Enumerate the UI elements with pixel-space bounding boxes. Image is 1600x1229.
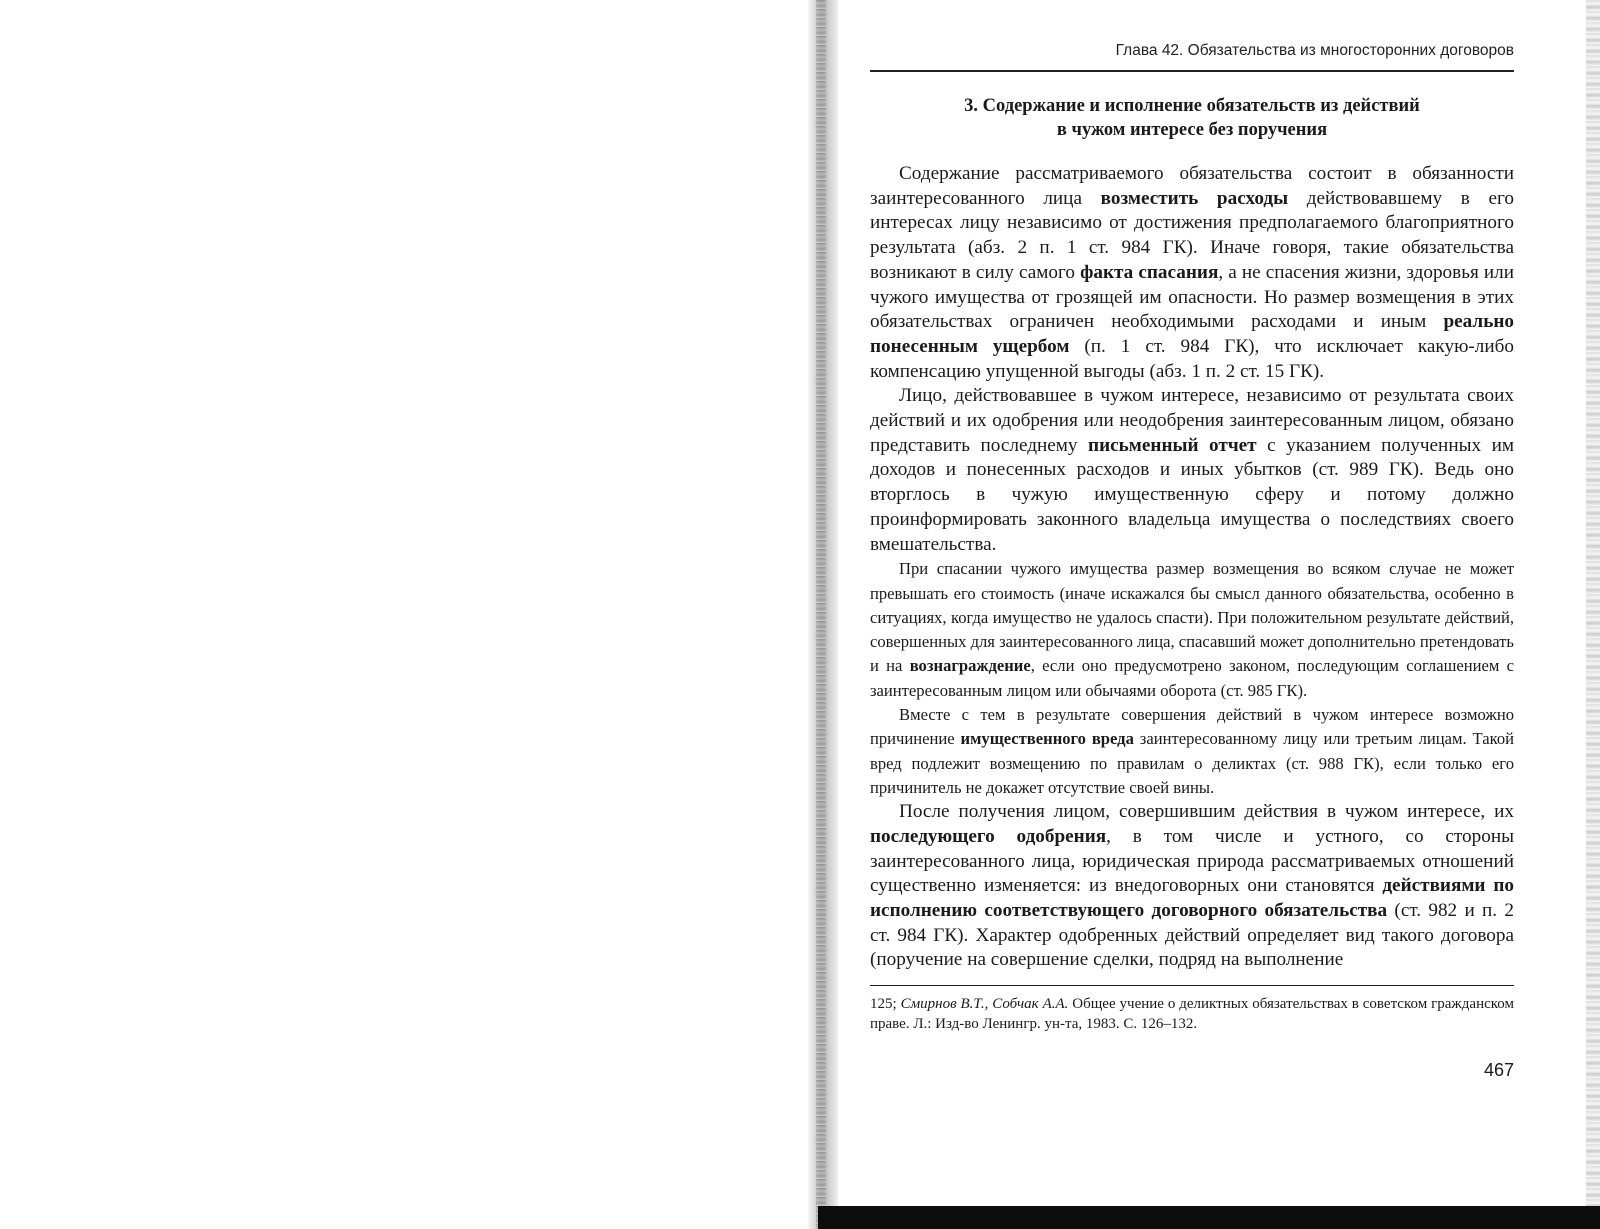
text-run: с указанием полученных им доходов и понесенных расходов и иных убытков (ст. 989 ГК). Ведь оно вторглось в чужую имущественную сферу и потому должно проинформировать законного владельца имущества о последствиях своего вмешательства. [870,434,1514,555]
book-spine-texture [816,0,826,1229]
text-run: Лицо, действовавшее в чужом интересе, независимо от результата своих действий и их одобрения или неодобрения заинтересованным лицом, обязано представить последнему [870,385,1514,456]
text-run: После получения лицом, совершившим действия в чужом интересе, их [899,801,1514,823]
bold-term: письменный отчет [1088,434,1257,456]
page-number: 467 [1483,1060,1514,1081]
bold-term: последующего одобрения [870,825,1107,847]
paragraph-2 [870,384,1514,557]
bold-term: имущественного вреда [960,729,1134,749]
section-title [870,94,1514,142]
bold-term: факта спасания [1080,261,1219,283]
text-run: заинтересованному лицу или третьим лицам. Такой вред подлежит возмещению по правилам о деликтах (ст. 988 ГК), если только его причинитель не докажет отсутствие своей вины. [870,729,1515,797]
text-run: , а не спасения жизни, здоровья или чужого имущества от грозящей им опасности. Но размер возмещения в этих обязательствах ограничен необходимыми расходами и иным [870,261,1514,333]
text-run: , если оно предусмотрено законом, последующим соглашением с заинтересованным лицом или обычаями оборота (ст. 985 ГК). [870,656,1514,700]
text-run: (ст. 982 и п. 2 ст. 984 ГК). Характер одобренных действий определяет вид такого договора (поручение на совершение сделки, подряд на выполнение [870,900,1514,971]
book-page [870,40,1514,1081]
footnote [870,994,1514,1034]
section-title-line-2: в чужом интересе без поручения [1056,120,1328,140]
text-run: Содержание рассматриваемого обязательства состоит в обязанности заинтересованного лица [870,163,1514,209]
paragraph-1 [870,162,1514,384]
page-edge-texture [1586,0,1600,1229]
footnote-rule [870,985,1514,986]
bold-term: вознаграждение [909,656,1031,676]
section-title-line-1: 3. Содержание и исполнение обязательств из действий [964,96,1420,116]
footnote-text: Общее учение о деликтных обязательствах в советском гражданском праве. Л.: Изд-во Ленингр. ун-та, 1983. С. 126–132. [870,996,1514,1033]
bold-term: реально понесенным ущербом [870,311,1514,357]
paragraph-5 [870,800,1514,973]
text-run: (п. 1 ст. 984 ГК), что исключает какую-либо компенсацию упущенной выгоды (абз. 1 п. 2 ст. 15 ГК). [870,335,1514,382]
running-header: Глава 42. Обязательства из многосторонних договоров [1115,42,1514,59]
paragraph-4 [870,703,1514,800]
bold-term: действиями по исполнению соответствующего договорного обязательства [870,875,1514,922]
scan-bottom-border [818,1206,1600,1229]
text-run: При спасании чужого имущества размер возмещения во всяком случае не может превышать его стоимость (иначе искажался бы смысл данного обязательства, особенно в ситуациях, когда имущество не удалось спасти). При положительном результате действий, совершенных для заинтересованного лица, спасавший может дополнительно претендовать и на [870,559,1514,676]
header-rule [870,70,1514,72]
text-run: действовавшему в его интересах лицу независимо от достижения предполагаемого благоприятного результата (абз. 2 п. 1 ст. 984 ГК). Иначе говоря, такие обязательства возникают в силу самого [870,187,1514,283]
footnote-authors: Смирнов В.Т., Собчак А.А. [900,996,1069,1013]
text-run: Вместе с тем в результате совершения действий в чужом интересе возможно причинение [870,705,1514,749]
footnote-prefix: 125; [870,996,901,1013]
text-run: , в том числе и устного, со стороны заинтересованного лица, юридическая природа рассматриваемых отношений существенно изменяется: из внедоговорных они становятся [870,825,1514,897]
bold-term: возместить расходы [1100,187,1289,209]
paragraph-3 [870,557,1514,703]
